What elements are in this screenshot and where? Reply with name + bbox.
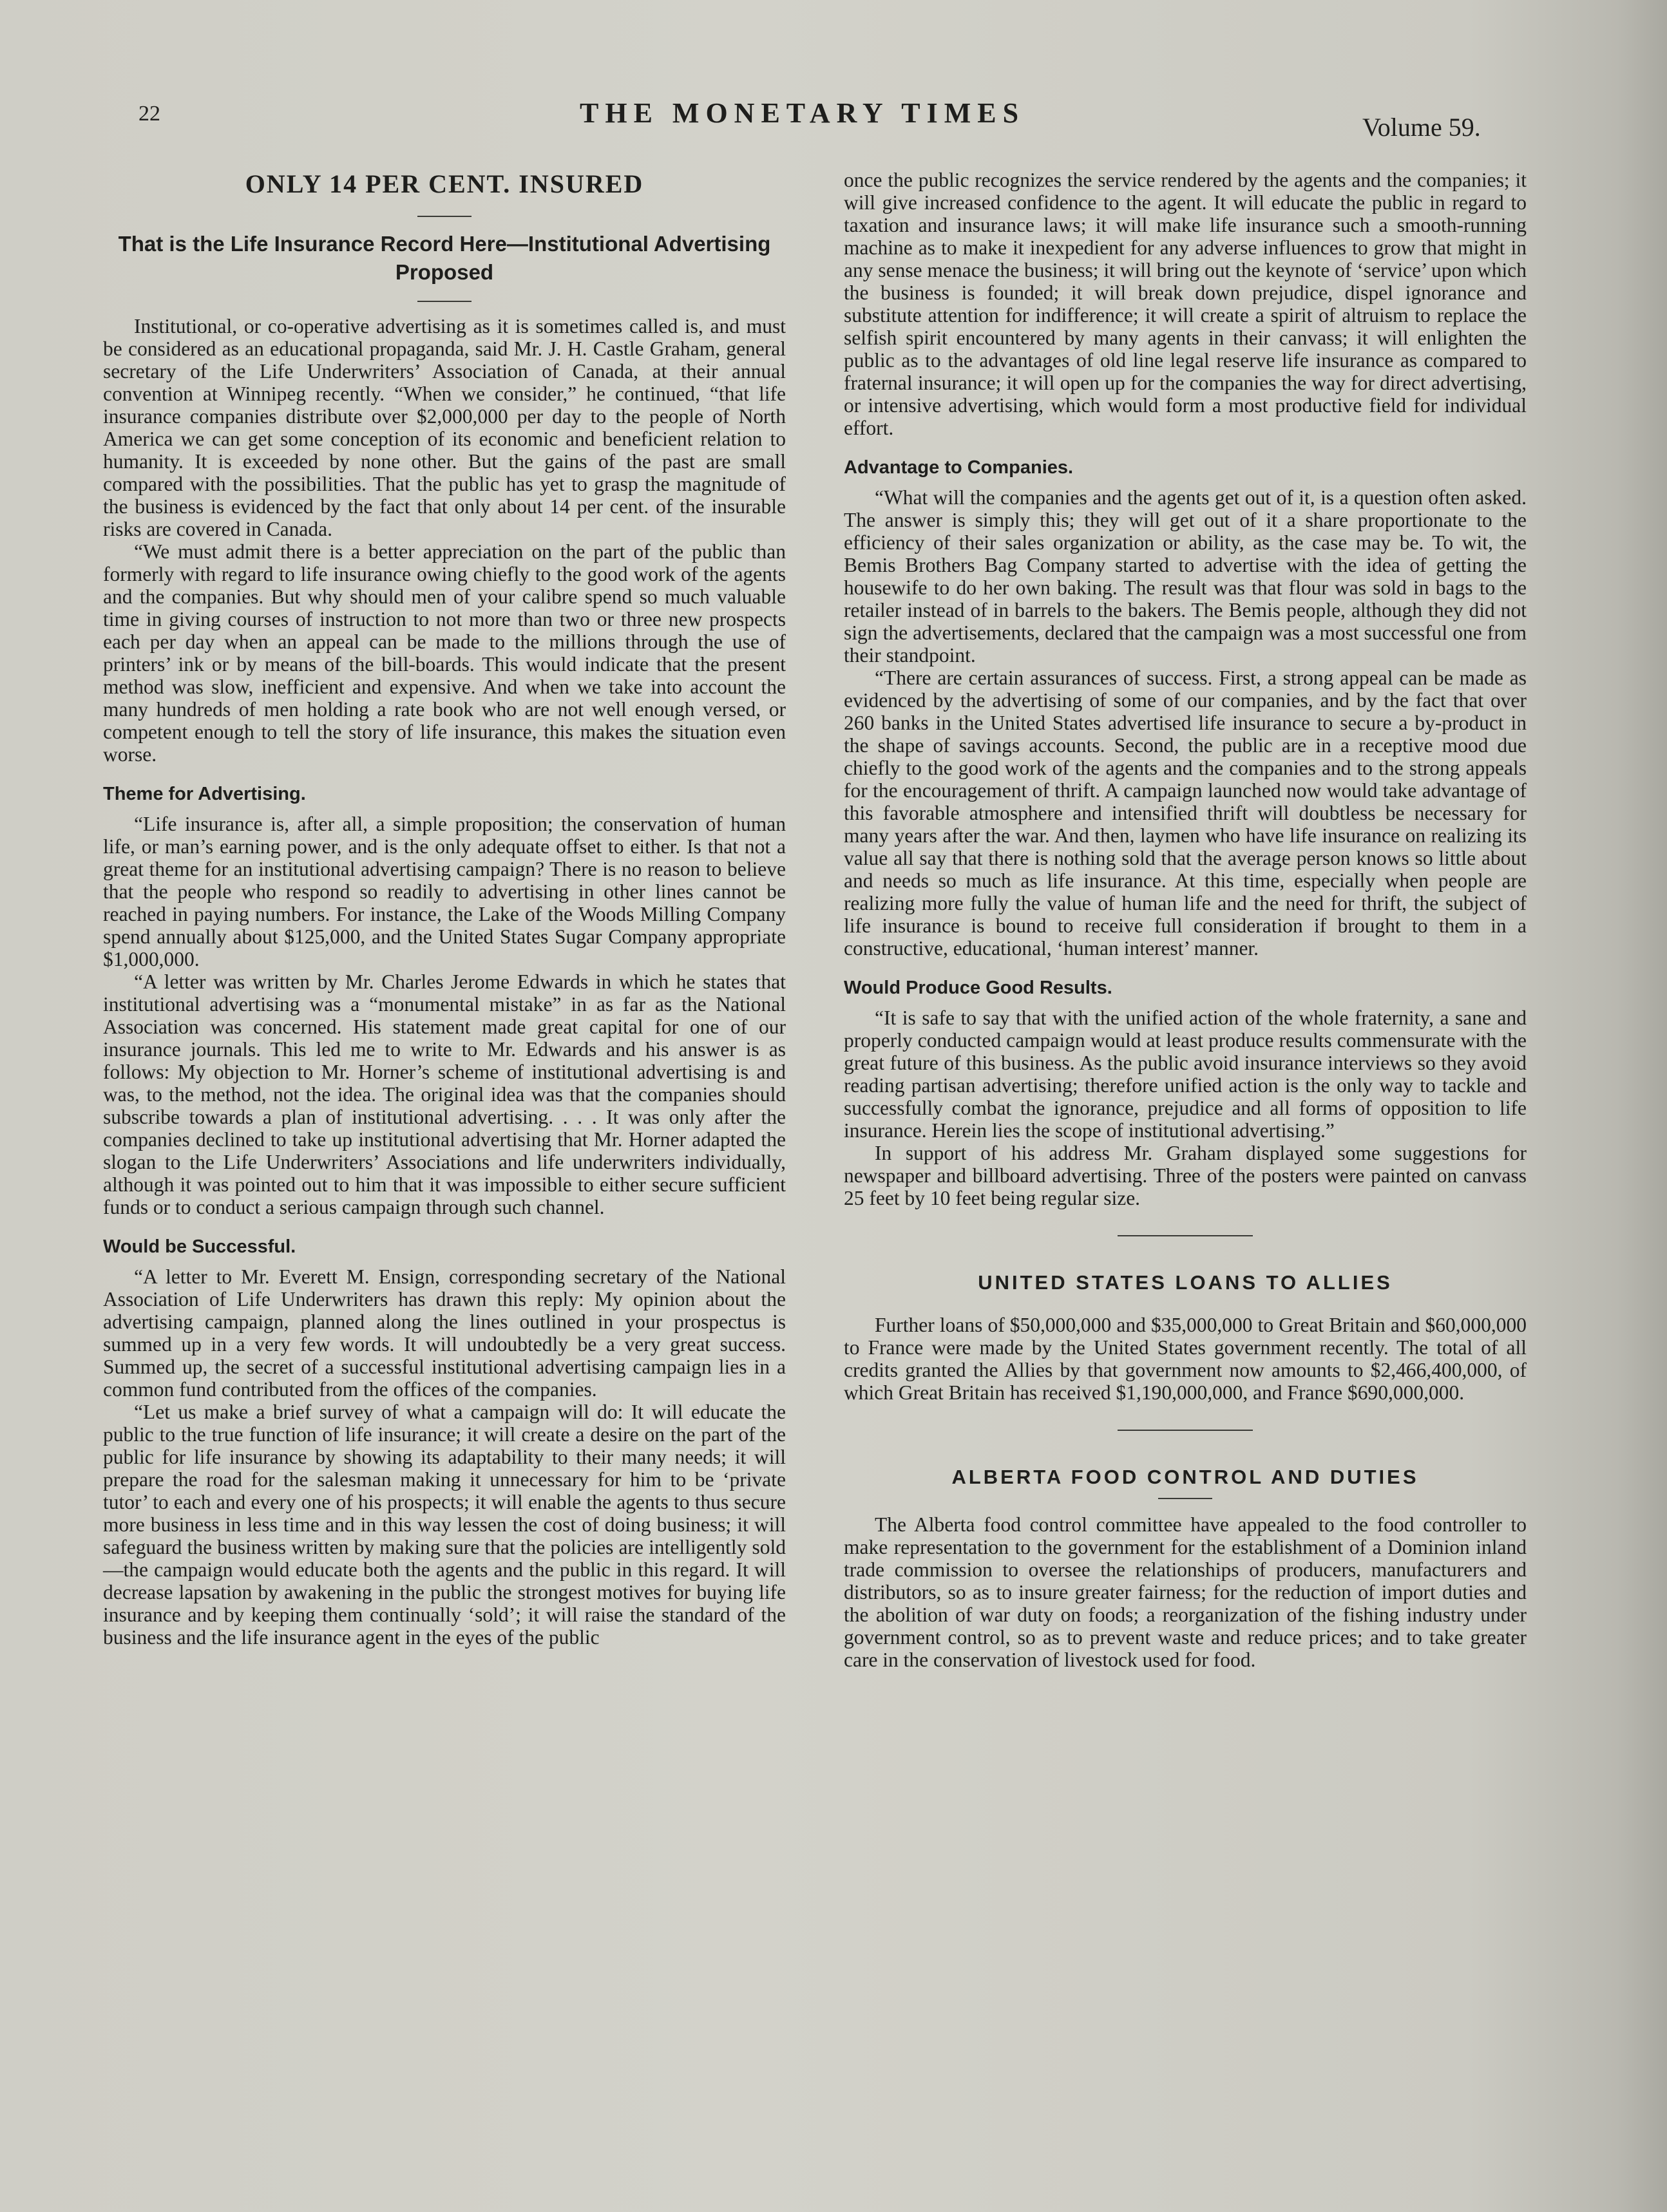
- paragraph: Institutional, or co-operative advertising as it is sometimes called is, and must be considered as an educational propaganda, said Mr. J. H. Castle Graham, general secretary of the Life Underwriters’ Association of Canada, at their annual convention at Winnipeg recently. “When we consider,” he continued, “that life insurance companies distribute over $2,000,000 per day to the people of North America we can get some conception of its economic and beneficient relation to humanity. It is exceeded by none other. But the gains of the past are small compared with the possibilities. That the public has yet to grasp the magnitude of the business is evidenced by the fact that only about 14 per cent. of the insurable risks are covered in Canada.: [103, 315, 786, 540]
- paragraph: “There are certain assurances of success. First, a strong appeal can be made as evidenced by the advertising of some of our companies, and by the fact that over 260 banks in the United States advertised life insurance to secure a by-product in the shape of savings accounts. Second, the public are in a receptive mood due chiefly to the good work of the agents and the companies and to the strong appeals for the encouragement of thrift. A campaign launched now would take advantage of this favorable atmosphere and intensified thrift will doubtless be necessary for many years after the war. And then, laymen who have life insurance on realizing its value all say that there is nothing sold that the average person knows so little about and needs so much as life insurance. At this time, especially when people are realizing more fully the value of human life and the need for thrift, the subject of life insurance is bound to receive full consideration if brought to them in a constructive, educational, ‘human interest’ manner.: [844, 666, 1527, 959]
- divider: [1158, 1498, 1212, 1499]
- paragraph: “A letter was written by Mr. Charles Jerome Edwards in which he states that institutional advertising was a “monumental mistake” in as far as the National Association was concerned. His statement made great capital for one of our insurance journals. This led me to write to Mr. Edwards and his answer is as follows: My objection to Mr. Horner’s scheme of institutional advertising is and was, to the method, not the idea. The original idea was that the companies should subscribe towards a plan of institutional advertising. . . . It was only after the companies declined to take up institutional advertising that Mr. Horner adapted the slogan to the Life Underwriters’ Associations and life underwriters individually, although it was pointed out to him that it was impossible to either secure sufficient funds or to conduct a serious campaign through such channel.: [103, 970, 786, 1218]
- paragraph: “Life insurance is, after all, a simple proposition; the conservation of human life, or man’s earning power, and is the only adequate offset to either. Is that not a great theme for an institutional advertising campaign? There is no reason to believe that the people who respond so readily to advertising in other lines cannot be reached in paying numbers. For instance, the Lake of the Woods Milling Company spend annually about $125,000, and the United States Sugar Company appropriate $1,000,000.: [103, 813, 786, 970]
- divider: [417, 216, 472, 217]
- left-column: [103, 169, 786, 1649]
- section-heading: Theme for Advertising.: [103, 784, 306, 804]
- divider: [417, 301, 472, 302]
- page-header: [0, 97, 1667, 148]
- right-column: [844, 169, 1527, 1671]
- paragraph: “We must admit there is a better appreciation on the part of the public than formerly with regard to life insurance owing chiefly to the good work of the agents and the companies. But why should men of your calibre spend so much valuable time in giving courses of instruction to not more than two or three new prospects each per day when an appeal can be made to the millions through the use of printers’ ink or by means of the bill-boards. This would indicate that the present method was slow, inefficient and expensive. And when we take into account the many hundreds of men holding a rate book who are not well enough versed, or competent enough to tell the story of life insurance, this makes the situation even worse.: [103, 540, 786, 766]
- paragraph: once the public recognizes the service rendered by the agents and the companies; it will give increased confidence to the agent. It will educate the public in regard to taxation and insurance laws; it will make life insurance such a smooth-running machine as to make it inexpedient for any adverse influences to grow that might in any sense menace the business; it will bring out the keynote of ‘service’ upon which the business is founded; it will break down prejudice, dispel ignorance and substitute attention for indifference; it will create a spirit of altruism to replace the selfish spirit encountered by many agents in their canvass; it will enlighten the public as to the advantages of old line legal reserve life insurance as compared to fraternal insurance; it will open up for the companies the way for direct advertising, or intensive advertising, which would form a most productive field for individual effort.: [844, 169, 1527, 439]
- section-heading: Advantage to Companies.: [844, 457, 1074, 478]
- paragraph: Further loans of $50,000,000 and $35,000,000 to Great Britain and $60,000,000 to France were made by the United States government recently. The total of all credits granted the Allies by that government now amounts to $2,466,400,000, of which Great Britain has received $1,190,000,000, and France $690,000,000.: [844, 1314, 1527, 1404]
- article-subtitle: That is the Life Insurance Record Here—Institutional Advertising Proposed: [118, 232, 771, 284]
- page-number: 22: [138, 102, 160, 126]
- article-title: ONLY 14 PER CENT. INSURED: [245, 169, 644, 198]
- paragraph: “A letter to Mr. Everett M. Ensign, corresponding secretary of the National Association of Life Underwriters has drawn this reply: My opinion about the advertising campaign, planned along the lines outlined in your prospectus is summed up in a very few words. It will undoubtedly be a very great success. Summed up, the secret of a successful institutional advertising campaign lies in a common fund contributed from the offices of the companies.: [103, 1265, 786, 1401]
- paragraph: In support of his address Mr. Graham displayed some suggestions for newspaper and billboard advertising. Three of the posters were painted on canvass 25 feet by 10 feet being regular size.: [844, 1142, 1527, 1209]
- section-heading: Would Produce Good Results.: [844, 978, 1112, 998]
- paragraph: The Alberta food control committee have appealed to the food controller to make representation to the government for the establishment of a Dominion inland trade commission to oversee the relationships of producers, manufacturers and distributors, so as to insure greater fairness; for the reduction of import duties and the abolition of war duty on foods; a reorganization of the fishing industry under government control, so as to prevent waste and reduce prices; and to take greater care in the conservation of livestock used for food.: [844, 1513, 1527, 1671]
- paragraph: “It is safe to say that with the unified action of the whole fraternity, a sane and properly conducted campaign would at least produce results commensurate with the great future of this business. As the public avoid insurance interviews so they avoid reading partisan advertising; therefore unified action is the only way to tackle and successfully combat the ignorance, prejudice and all forms of opposition to life insurance. Herein lies the scope of institutional advertising.”: [844, 1007, 1527, 1142]
- divider: [1118, 1430, 1253, 1431]
- divider: [1118, 1235, 1253, 1236]
- paragraph: “What will the companies and the agents get out of it, is a question often asked. The answer is simply this; they will get out of it a share proportionate to the efficiency of their sales organization or ability, as the case may be. To wit, the Bemis Brothers Bag Company started to advertise with the idea of getting the housewife to do her own baking. The result was that flour was sold in bags to the retailer instead of in barrels to the bakers. The Bemis people, although they did not sign the advertisements, declared that the campaign was a most successful one from their standpoint.: [844, 486, 1527, 666]
- article-title: ALBERTA FOOD CONTROL AND DUTIES: [951, 1466, 1419, 1488]
- journal-title: THE MONETARY TIMES: [580, 97, 1025, 129]
- paragraph: “Let us make a brief survey of what a campaign will do: It will educate the public to the true function of life insurance; it will create a desire on the part of the public for life insurance by showing its adaptability to their many needs; it will prepare the road for the salesman making it unnecessary for him to be ‘private tutor’ to each and every one of his prospects; it will enable the agents to thus secure more business in less time and in this way lessen the cost of doing business; it will safeguard the business written by making sure that the policies are intelligently sold—the campaign would educate both the agents and the public in this regard. It will decrease lapsation by awakening in the public the strongest motives for buying life insurance and by keeping them continually ‘sold’; it will raise the standard of the business and the life insurance agent in the eyes of the public: [103, 1401, 786, 1649]
- section-heading: Would be Successful.: [103, 1236, 296, 1257]
- article-title: UNITED STATES LOANS TO ALLIES: [978, 1271, 1393, 1294]
- volume-label: Volume 59.: [1362, 113, 1481, 142]
